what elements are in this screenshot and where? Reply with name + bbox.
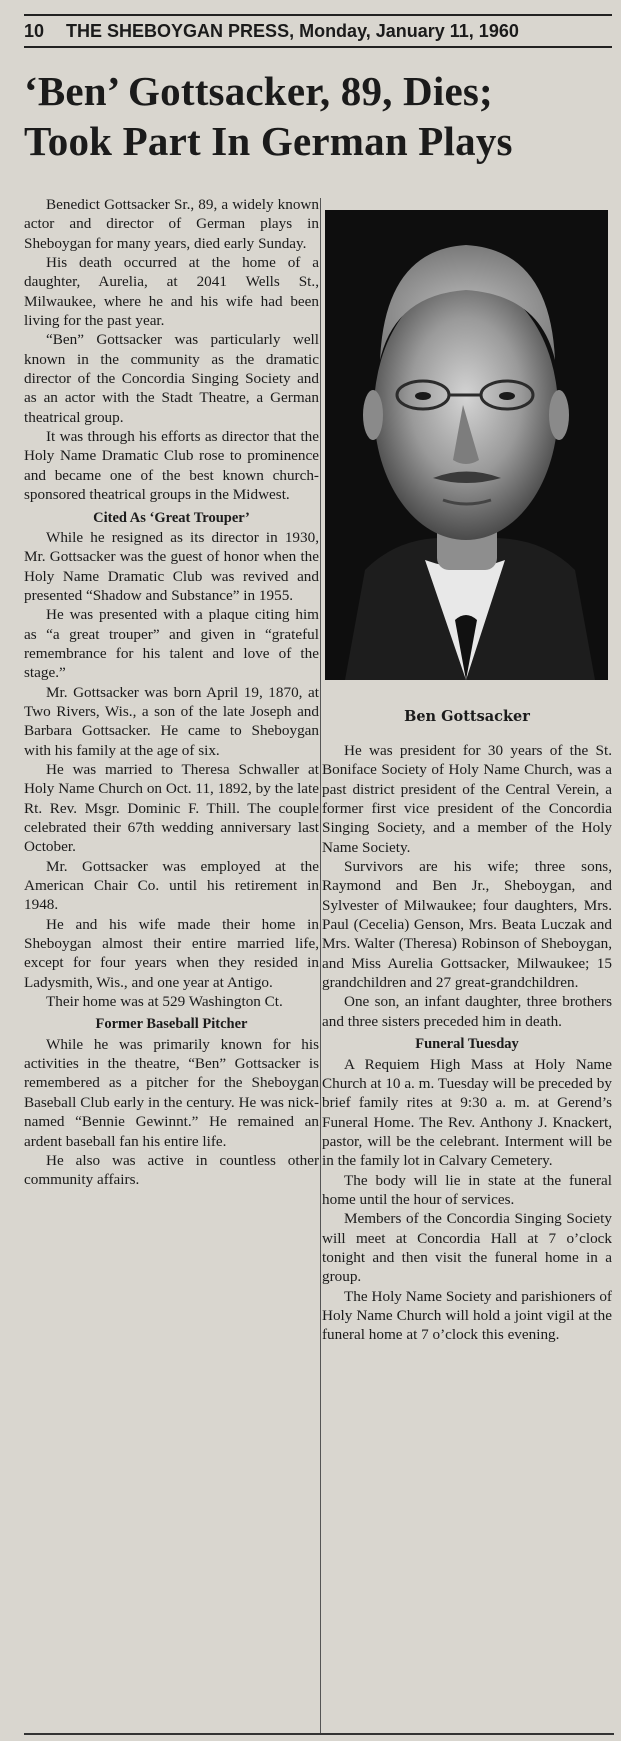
paragraph: It was through his efforts as director that the Holy Name Dramatic Club rose to prominence and became one of the best known church-sponsored theatrical groups in the Midwest.: [24, 428, 319, 504]
paragraph: The Holy Name Society and parishioners of Holy Name Church will hold a joint vigil at the funeral home at 7 o’clock this evening.: [322, 1287, 612, 1344]
paragraph: While he was primarily known for his activities in the theatre, “Ben” Gottsacker is remembered as a pitcher for the Sheboygan Baseball Club early in the century. He was nick-named “Bennie Gewinnt.” He remained an ardent baseball fan his entire life.: [24, 1035, 319, 1150]
paragraph: He was president for 30 years of the St. Boniface Society of Holy Name Church, was a past district president of the Central Verein, a former first vice president of the Concordia Singing Society, and a member of the Holy Name Society.: [322, 742, 612, 856]
article-right-column: [322, 741, 612, 1345]
paragraph: While he resigned as its director in 1930, Mr. Gottsacker was the guest of honor when the Holy Name Dramatic Club was revived and presented “Shadow and Substance” in 1955.: [24, 528, 319, 604]
headline-line-1: ‘Ben’ Gottsacker, 89, Dies;: [24, 68, 493, 114]
paragraph: He also was active in countless other community affairs.: [24, 1151, 319, 1189]
paragraph: Their home was at 529 Washington Ct.: [46, 993, 283, 1011]
masthead-bar: [24, 14, 612, 48]
portrait-photo-image: [325, 210, 608, 680]
paragraph: He was presented with a plaque citing him as “a great trouper” and given in “grateful remembrance for his talent and love of the stage.”: [24, 606, 319, 682]
masthead-text: THE SHEBOYGAN PRESS, Monday, January 11, 1960: [66, 21, 519, 41]
paragraph: His death occurred at the home of a daughter, Aurelia, at 2041 Wells St., Milwaukee, where he and his wife had been living for the past year.: [24, 254, 319, 330]
bottom-rule: [24, 1733, 614, 1735]
paragraph: One son, an infant daughter, three brothers and three sisters preceded him in death.: [322, 993, 612, 1030]
paragraph: He and his wife made their home in Sheboygan almost their entire married life, except for four years when they resided in Ladysmith, Wis., and one year at Antigo.: [24, 915, 319, 991]
column-divider: [320, 198, 321, 1733]
page-number: 10: [24, 21, 45, 41]
paragraph: Benedict Gottsacker Sr., 89, a widely known actor and director of German plays in Sheboygan for many years, died early Sunday.: [24, 196, 319, 252]
photo-caption: Ben Gottsacker: [404, 708, 530, 725]
portrait-photo: [325, 210, 608, 680]
subheading: Former Baseball Pitcher: [95, 1016, 248, 1033]
paragraph: Members of the Concordia Singing Society will meet at Concordia Hall at 7 o’clock tonight and then visit the funeral home in a group.: [322, 1210, 612, 1286]
headline: [24, 66, 614, 166]
paragraph: “Ben” Gottsacker was particularly well known in the community as the dramatic director of the Concordia Singing Society and as an actor with the Stadt Theatre, a German theatrical group.: [24, 331, 319, 426]
paragraph: Mr. Gottsacker was born April 19, 1870, at Two Rivers, Wis., a son of the late Joseph and Barbara Gottsacker. He came to Sheboygan with his family at the age of six.: [24, 683, 319, 759]
paragraph: He was married to Theresa Schwaller at Holy Name Church on Oct. 11, 1892, by the late Rt. Rev. Msgr. Dominic F. Thill. The couple celebrated their 67th wedding anniversary last October.: [24, 760, 319, 856]
subheading: Funeral Tuesday: [415, 1036, 519, 1053]
paragraph: The body will lie in state at the funeral home until the hour of services.: [322, 1171, 612, 1208]
headline-line-2: Took Part In German Plays: [24, 118, 513, 164]
paragraph: Mr. Gottsacker was employed at the American Chair Co. until his retirement in 1948.: [24, 857, 319, 914]
subheading: Cited As ‘Great Trouper’: [93, 509, 250, 526]
article-left-column: [24, 195, 319, 1190]
paragraph: Survivors are his wife; three sons, Raymond and Ben Jr., Sheboygan, and Sylvester of Milwaukee; four daughters, Mrs. Paul (Cecelia) Genson, Mrs. Beata Luczak and Mrs. Walter (Theresa) Robinson of Sheboygan, and Miss Aurelia Gottsacker, Milwaukee; 15 grandchildren and 27 great-grandchildren.: [322, 858, 612, 992]
paragraph: A Requiem High Mass at Holy Name Church at 10 a. m. Tuesday will be preceded by brief family rites at 9:30 a. m. at Gerend’s Funeral Home. The Rev. Anthony J. Knackert, pastor, will be the celebrant. Interment will be in the family lot in Calvary Cemetery.: [322, 1055, 612, 1170]
